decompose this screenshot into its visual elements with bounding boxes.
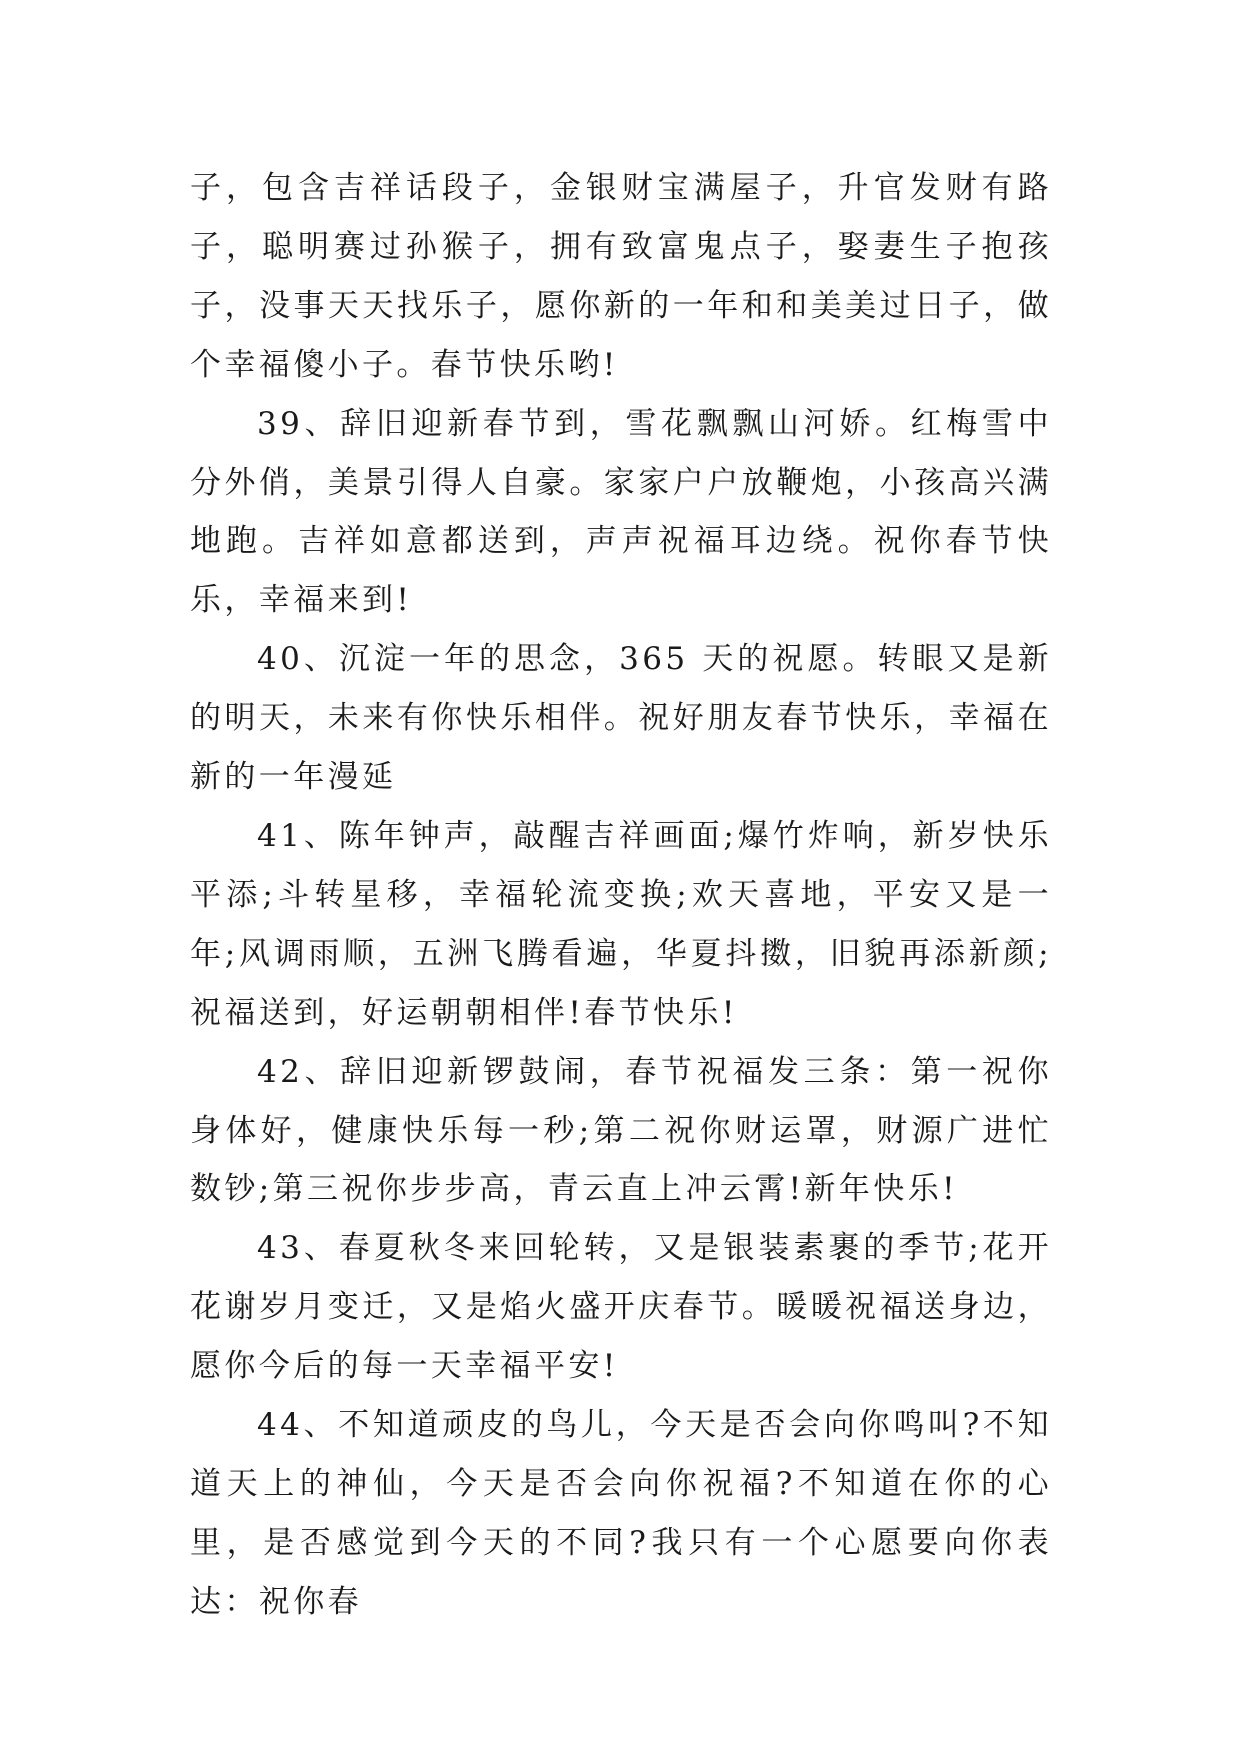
paragraph-41: 41、陈年钟声，敲醒吉祥画面;爆竹炸响，新岁快乐平添;斗转星移，幸福轮流变换;欢天喜地，平安又是一年;风调雨顺，五洲飞腾看遍，华夏抖擞，旧貌再添新颜;祝福送到，好运朝朝相伴!春节快乐! — [190, 817, 1052, 1031]
paragraph-continued: 子，包含吉祥话段子，金银财宝满屋子，升官发财有路子，聪明赛过孙猴子，拥有致富鬼点子，娶妻生子抱孩子，没事天天找乐子，愿你新的一年和和美美过日子，做个幸福傻小子。春节快乐哟! — [190, 170, 1052, 383]
paragraph-39: 39、辞旧迎新春节到，雪花飘飘山河娇。红梅雪中分外俏，美景引得人自豪。家家户户放鞭炮，小孩高兴满地跑。吉祥如意都送到，声声祝福耳边绕。祝你春节快乐，幸福来到! — [190, 405, 1052, 619]
paragraph-44: 44、不知道顽皮的鸟儿，今天是否会向你鸣叫?不知道天上的神仙，今天是否会向你祝福?不知道在你的心里，是否感觉到今天的不同?我只有一个心愿要向你表达：祝你春 — [190, 1407, 1052, 1620]
paragraph-40: 40、沉淀一年的思念，365 天的祝愿。转眼又是新的明天，未来有你快乐相伴。祝好朋友春节快乐，幸福在新的一年漫延 — [190, 641, 1052, 796]
paragraph-42: 42、辞旧迎新锣鼓闹，春节祝福发三条：第一祝你身体好，健康快乐每一秒;第二祝你财运罩，财源广进忙数钞;第三祝你步步高，青云直上冲云霄!新年快乐! — [190, 1053, 1052, 1208]
document-body — [190, 159, 1052, 1632]
paragraph-43: 43、春夏秋冬来回轮转，又是银装素裹的季节;花开花谢岁月变迁，又是焰火盛开庆春节。暖暖祝福送身边，愿你今后的每一天幸福平安! — [190, 1230, 1052, 1385]
